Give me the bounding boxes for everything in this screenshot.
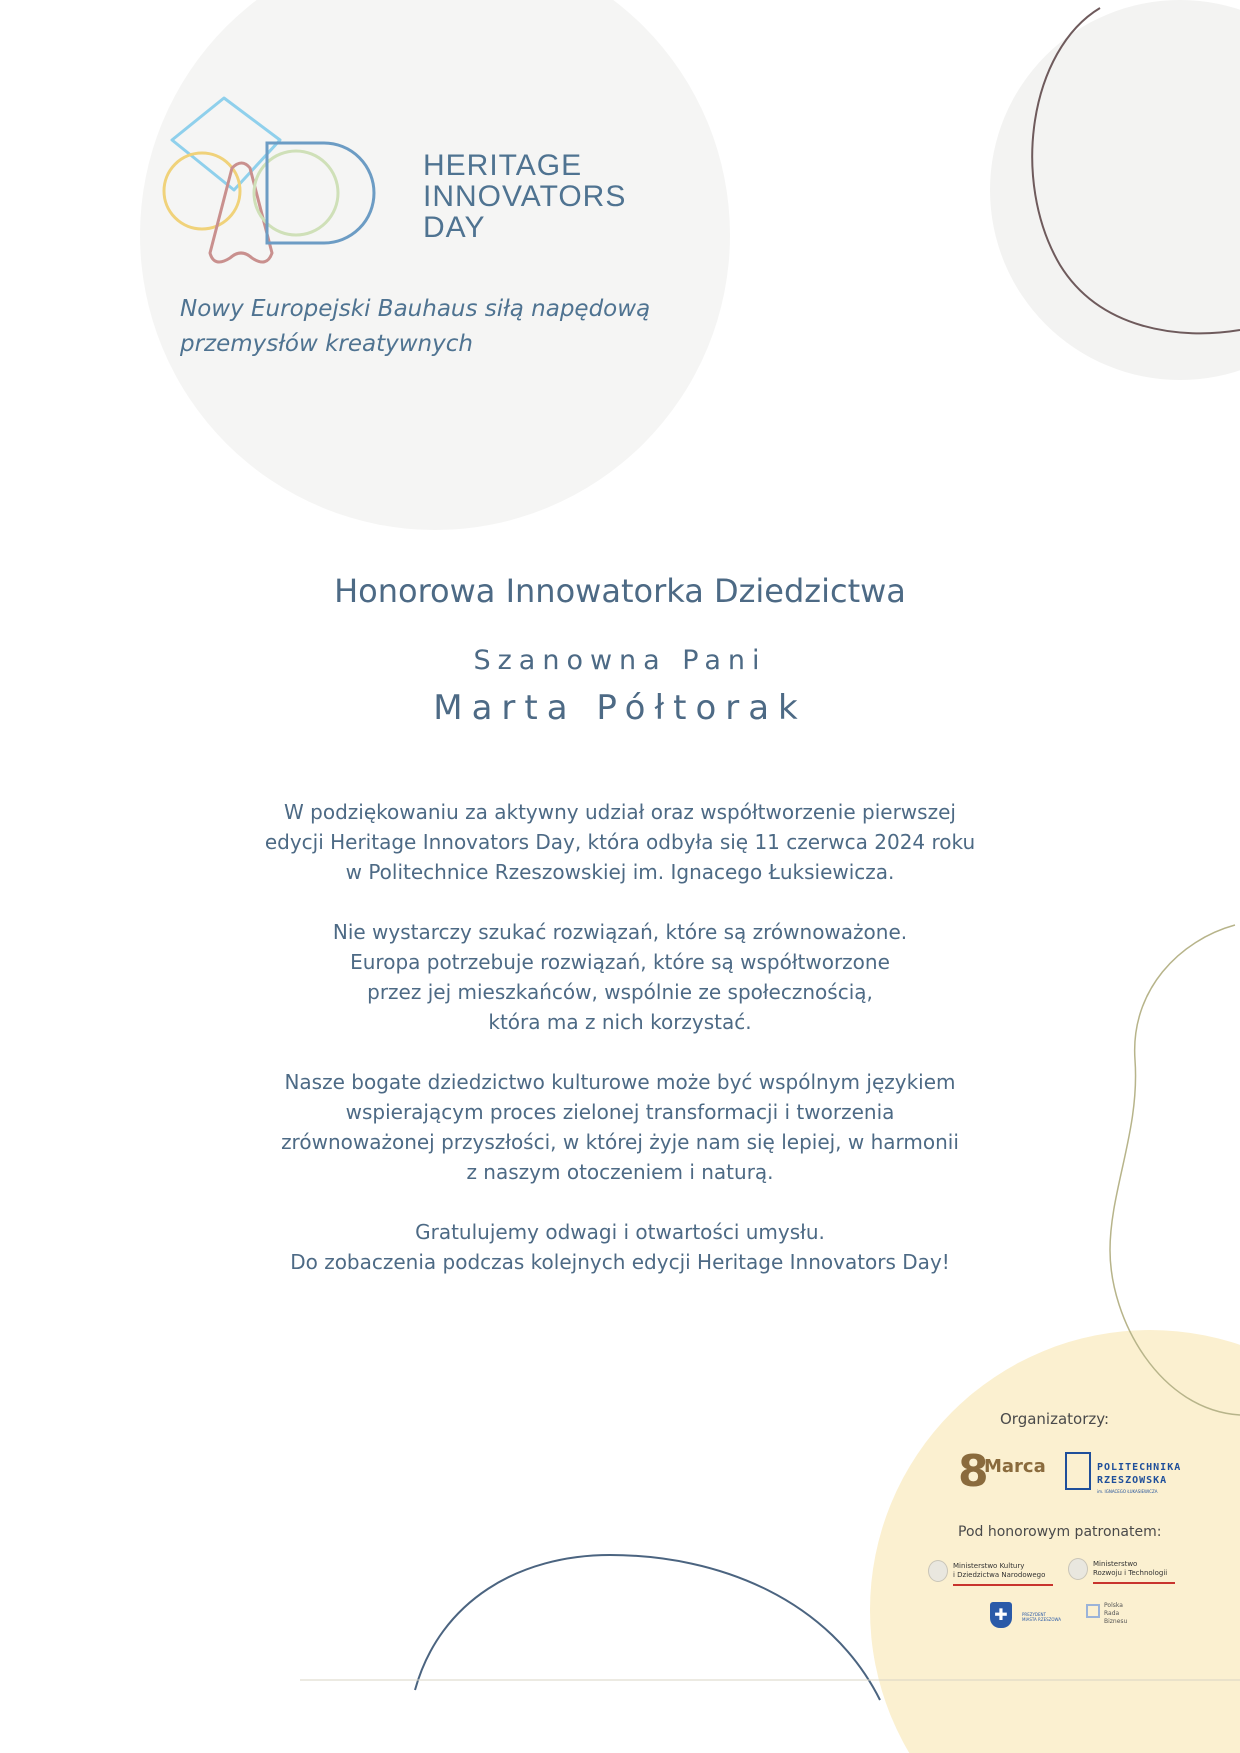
body-line: Nie wystarczy szukać rozwiązań, które są zrównoważone. (332, 920, 908, 944)
bottom-right-yellow-circle (870, 1330, 1240, 1753)
rzeszow-shield-icon: ✚ (990, 1602, 1012, 1628)
paragraph-europe (140, 917, 1100, 1037)
patron-2-line-1: Ministerstwo (1093, 1560, 1138, 1568)
salutation: Szanowna Pani (473, 645, 767, 676)
rzeszow-line-1: PREZYDENT (1022, 1612, 1046, 1617)
heritage-logo-icon (162, 88, 402, 288)
prb-line-1: Polska (1104, 1602, 1123, 1609)
tagline (180, 292, 650, 362)
patron-2-underline (1093, 1582, 1175, 1584)
patron-1-line-1: Ministerstwo Kultury (953, 1562, 1025, 1570)
politechnika-emblem-icon (1065, 1452, 1091, 1490)
prb-line-2: Rada (1104, 1610, 1120, 1617)
body-line: wspierającym proces zielonej transformacji i tworzenia (345, 1100, 895, 1124)
tagline-line-1: Nowy Europejski Bauhaus siłą napędową (180, 296, 651, 322)
patronage-label: Pod honorowym patronatem: (958, 1524, 1162, 1540)
body-line: która ma z nich korzystać. (488, 1010, 752, 1034)
organizer-8-marca-name: Marca (984, 1456, 1046, 1477)
patron-1-line-2: i Dziedzictwa Narodowego (953, 1571, 1046, 1579)
patron-2-line-2: Rozwoju i Technologii (1093, 1569, 1168, 1577)
body-line: w Politechnice Rzeszowskiej im. Ignacego Łuksiewicza. (345, 860, 895, 884)
award-title: Honorowa Innowatorka Dziedzictwa (334, 572, 906, 610)
politechnika-name-line-2: RZESZOWSKA (1097, 1475, 1168, 1486)
body-line: Gratulujemy odwagi i otwartości umysłu. (415, 1220, 825, 1244)
organizer-8-marca-logo (958, 1446, 1058, 1500)
recipient-name: Marta Półtorak (433, 688, 807, 728)
patron-1-underline (953, 1584, 1053, 1586)
politechnika-name-line-3: im. IGNACEGO ŁUKASIEWICZA (1097, 1489, 1158, 1494)
brand-line-2: INNOVATORS (423, 180, 627, 213)
brand-line-1: HERITAGE (423, 149, 583, 182)
paragraph-heritage (140, 1067, 1100, 1187)
body-line: zrównoważonej przyszłości, w której żyje nam się lepiej, w harmonii (281, 1130, 959, 1154)
certificate-body (140, 797, 1100, 1307)
eagle-emblem-icon (1068, 1558, 1088, 1580)
bottom-arc-line (415, 1555, 880, 1700)
body-line: Do zobaczenia podczas kolejnych edycji Heritage Innovators Day! (290, 1250, 950, 1274)
rzeszow-line-2: MIASTA RZESZOWA (1022, 1617, 1061, 1622)
eagle-emblem-icon (928, 1560, 948, 1582)
organizer-8-number: 8 (958, 1446, 989, 1497)
tagline-line-2: przemysłów kreatywnych (180, 331, 473, 357)
body-line: edycji Heritage Innovators Day, która odbyła się 11 czerwca 2024 roku (264, 830, 976, 854)
brand-line-3: DAY (423, 211, 486, 244)
body-line: Nasze bogate dziedzictwo kulturowe może być wspólnym językiem (284, 1070, 956, 1094)
body-line: Europa potrzebuje rozwiązań, które są współtworzone (350, 950, 890, 974)
brand-name (423, 150, 626, 243)
body-line: z naszym otoczeniem i naturą. (466, 1160, 774, 1184)
top-right-soft-circle (990, 0, 1240, 380)
prb-line-3: Biznesu (1104, 1618, 1128, 1625)
organizers-label: Organizatorzy: (1000, 1410, 1110, 1428)
paragraph-congrats (140, 1217, 1100, 1277)
body-line: przez jej mieszkańców, wspólnie ze społecznością, (367, 980, 873, 1004)
politechnika-name-line-1: POLITECHNIKA (1097, 1462, 1182, 1473)
body-line: W podziękowaniu za aktywny udział oraz współtworzenie pierwszej (284, 800, 956, 824)
prb-square-icon (1086, 1604, 1100, 1618)
paragraph-thanks (140, 797, 1100, 887)
